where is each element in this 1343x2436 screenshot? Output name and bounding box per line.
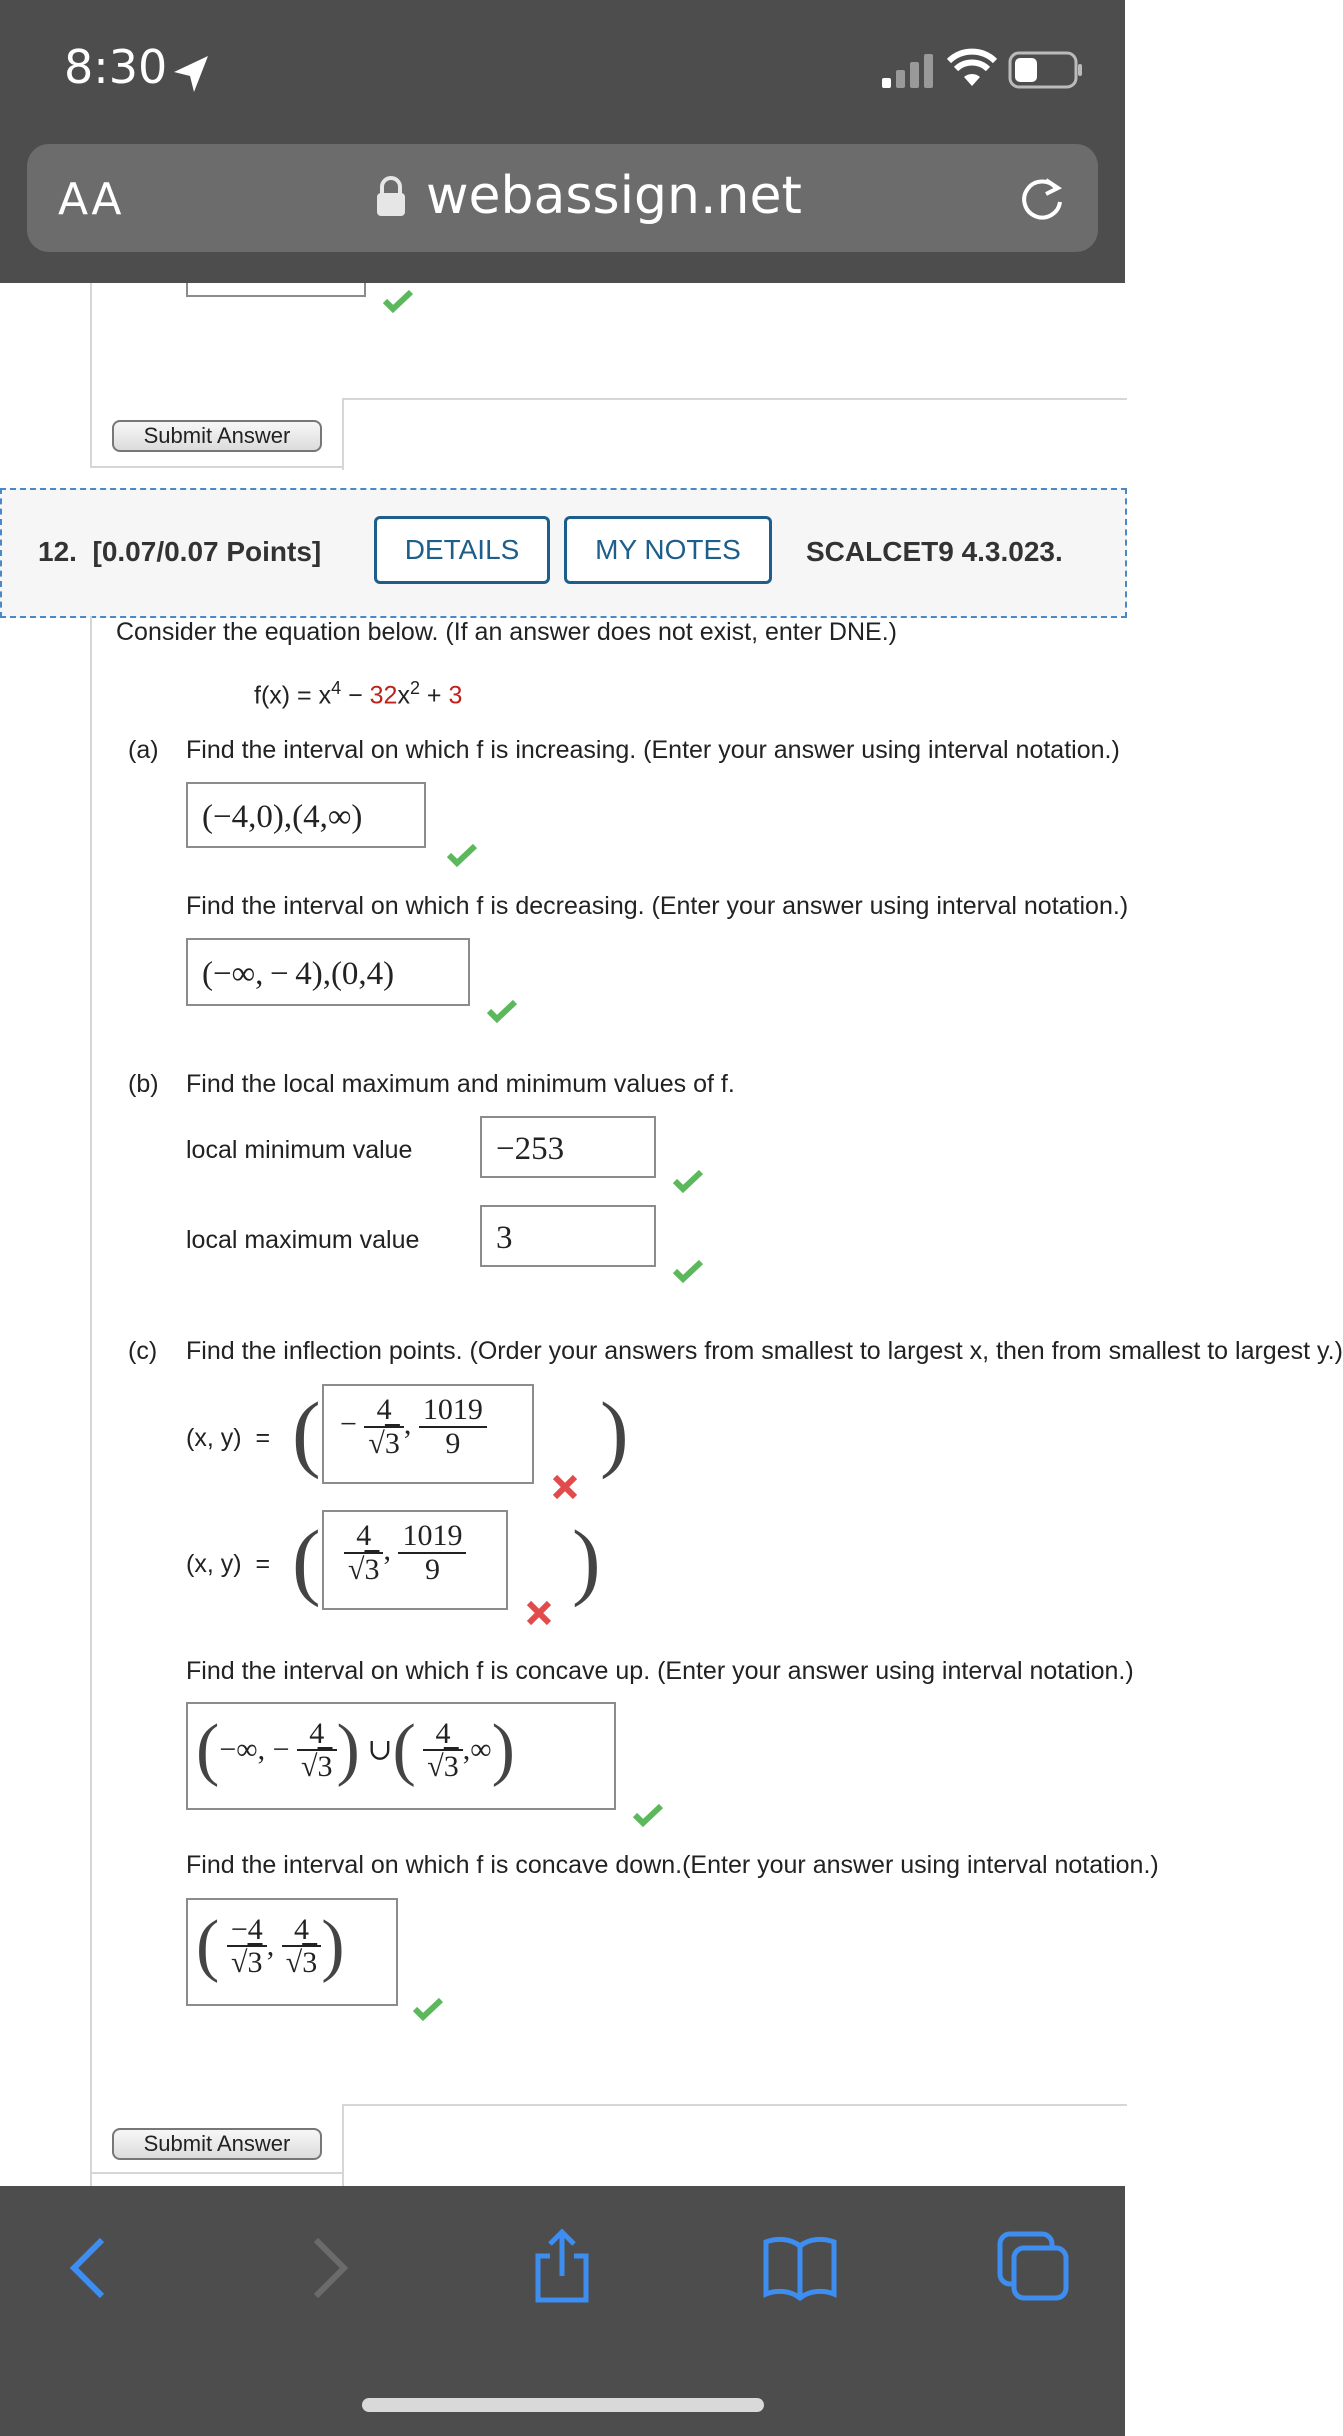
part-c-prompt: Find the inflection points. (Order your answers from smallest to largest x, then from smallest to largest y.) [186,1337,1343,1365]
back-icon[interactable] [66,2236,110,2300]
fraction [297,1718,336,1783]
previous-question-footer [342,398,1127,470]
concave-up-field[interactable]: (−∞, − $\frac{4}{√3}$ ) ∪( $\frac{4}{√3}$ ,∞) [186,1702,616,1810]
sqrt-radicand: 3 [247,1946,263,1979]
fraction [227,1914,267,1979]
equation-x: x [397,681,410,710]
equation-lhs: f(x) = x [254,681,332,710]
equation-plus: + [426,681,442,710]
sqrt-radicand: 3 [443,1750,459,1783]
question-intro: Consider the equation below. (If an answer does not exist, enter DNE.) [116,618,897,646]
equals-sign: = [255,1550,271,1578]
lock-icon [374,174,408,218]
home-indicator[interactable] [362,2398,764,2412]
fraction-denominator: 9 [445,1426,461,1460]
equation-coefficient: 32 [369,681,398,710]
fraction-x [364,1394,403,1459]
fraction-denominator: √3 [427,1750,459,1783]
tabs-icon[interactable] [996,2230,1070,2302]
fraction-y [419,1394,487,1459]
open-paren: ( [392,1711,416,1788]
inflection-point-2-field[interactable]: $\frac{4}{√3}$ , $\frac{1019}{9}$ [322,1510,508,1610]
correct-check-icon [672,1258,704,1282]
inflection-point-1-field[interactable]: − $\frac{4}{√3}$ , $\frac{1019}{9}$ [322,1384,534,1484]
concave-down-field[interactable]: ( $\frac{-4}{√3}$ , $\frac{4}{√3}$ ) [186,1898,398,2006]
equation-exponent-2: 2 [409,678,420,698]
fraction-denominator: √3 [348,1552,380,1586]
correct-check-icon [632,1802,664,1826]
fraction-numerator: 4 [364,1394,403,1428]
xy-label-2 [186,1550,270,1579]
equation [254,678,462,710]
previous-answer-box[interactable] [186,283,366,297]
sqrt-radicand: 3 [384,1426,400,1460]
location-arrow-icon [168,52,214,98]
sqrt-radicand: 3 [364,1552,380,1586]
correct-check-icon [412,1996,444,2020]
sqrt-radicand: 3 [317,1750,333,1783]
question-body-left-border [90,616,92,2186]
correct-check-icon [446,842,478,866]
share-icon[interactable] [530,2226,594,2304]
equals-sign: = [255,1424,271,1452]
fraction-denominator: √3 [368,1426,400,1460]
reload-icon[interactable] [1016,172,1070,226]
question-code: SCALCET9 4.3.023. [806,536,1063,567]
question-points: [0.07/0.07 Points] [92,536,322,567]
open-paren: ( [196,1907,220,1984]
previous-submit-button[interactable]: Submit Answer [112,420,322,452]
question-footer [342,2104,1127,2188]
concave-down-prompt: Find the interval on which f is concave down.(Enter your answer using interval notation.) [186,1851,1159,1879]
close-paren: ) [600,1384,629,1480]
fraction-numerator: 1019 [398,1520,466,1554]
correct-check-icon [486,998,518,1022]
fraction-y [398,1520,466,1585]
question-number [38,536,321,568]
correct-check-icon [672,1168,704,1192]
fraction-numerator: 4 [282,1914,321,1948]
part-a-tag: (a) [128,736,159,764]
fraction-numerator: 4 [344,1520,383,1554]
status-time: 8:30 [64,40,168,94]
fraction-denominator: √3 [301,1750,333,1783]
battery-icon [1008,50,1084,90]
fraction-numerator: 4 [297,1718,336,1752]
sqrt-radicand: 3 [302,1946,318,1979]
close-paren: ) [336,1711,360,1788]
incorrect-cross-icon [526,1600,552,1626]
close-paren: ) [572,1512,601,1608]
fraction-numerator: 1019 [419,1394,487,1428]
fraction-denominator: √3 [285,1946,318,1979]
interval-left-part: −∞, − [219,1733,290,1766]
my-notes-button[interactable]: MY NOTES [564,516,772,584]
question-number-text: 12. [38,536,77,567]
open-paren: ( [292,1384,321,1480]
close-paren: ) [321,1907,345,1984]
open-paren: ( [196,1711,220,1788]
fraction-numerator: −4 [227,1914,267,1948]
xy-label-1 [186,1424,270,1453]
correct-check-icon [382,288,414,312]
submit-answer-button[interactable]: Submit Answer [112,2128,322,2160]
local-max-field[interactable]: 3 [480,1205,656,1267]
union-symbol: ∪ [367,1733,393,1767]
previous-question-bottom-rule [90,466,344,468]
concave-up-prompt: Find the interval on which f is concave up. (Enter your answer using interval notation.) [186,1657,1134,1685]
fraction [423,1718,462,1783]
fraction-denominator: √3 [231,1946,263,1979]
reader-aa-button[interactable]: AA [58,174,124,225]
part-a-decreasing-prompt: Find the interval on which f is decreasing. (Enter your answer using interval notation.) [186,892,1129,920]
fraction [282,1914,321,1979]
negative-sign: − [340,1407,357,1441]
open-paren: ( [292,1512,321,1608]
forward-icon[interactable] [308,2236,352,2300]
local-min-label: local minimum value [186,1136,413,1164]
equation-constant: 3 [448,681,463,710]
wifi-icon [948,50,996,90]
fraction-denominator: 9 [424,1552,440,1586]
local-max-label: local maximum value [186,1226,420,1254]
signal-icon [880,52,940,90]
xy-label-text: (x, y) [186,1550,242,1578]
fraction-numerator: 4 [423,1718,462,1752]
close-paren: ) [491,1711,515,1788]
infinity-symbol: ∞ [470,1733,492,1766]
bookmarks-icon[interactable] [762,2234,838,2300]
decreasing-answer-field[interactable]: (−∞, − 4),(0,4) [186,938,470,1006]
fraction-x [344,1520,383,1585]
part-a-increasing-prompt: Find the interval on which f is increasing. (Enter your answer using interval notation.) [186,736,1120,764]
part-c-tag: (c) [128,1337,158,1365]
equation-exponent-4: 4 [331,678,342,698]
part-b-tag: (b) [128,1070,159,1098]
url-domain[interactable]: webassign.net [426,166,802,226]
increasing-answer-field[interactable]: (−4,0),(4,∞) [186,782,426,848]
question-left-border [90,283,92,468]
local-min-field[interactable]: −253 [480,1116,656,1178]
incorrect-cross-icon [552,1474,578,1500]
part-b-prompt: Find the local maximum and minimum values of f. [186,1070,735,1098]
question-bottom-rule [90,2172,344,2174]
details-button[interactable]: DETAILS [374,516,550,584]
xy-label-text: (x, y) [186,1424,242,1452]
equation-minus: − [348,681,363,710]
